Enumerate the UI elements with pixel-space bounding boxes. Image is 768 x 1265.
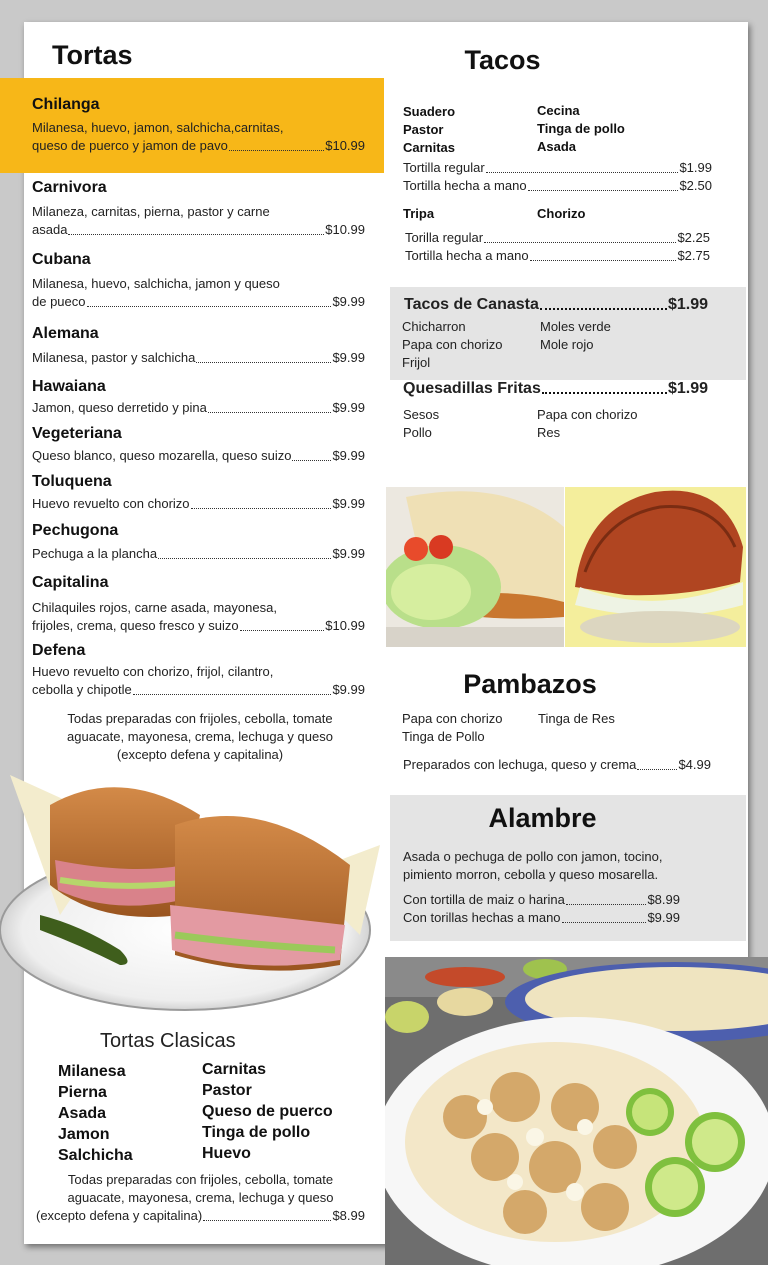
item-desc: Milanesa, huevo, salchicha, jamon y queso [32, 276, 280, 291]
clasica-item: Asada [58, 1105, 107, 1122]
menu-item-cubana [32, 251, 365, 311]
tacos-group1-col2: Cecina Tinga de pollo Asada [537, 103, 625, 154]
menu-item-toluquena [32, 473, 365, 513]
menu-item-pechugona [32, 522, 365, 563]
quesadillas-header: Quesadillas Fritas $1.99 [403, 380, 708, 397]
menu-item-carnivora [32, 179, 365, 239]
price-line: Con torillas hechas a mano $9.99 [403, 910, 680, 925]
clasica-item: Pierna [58, 1084, 107, 1101]
tortas-title: Tortas [52, 40, 133, 70]
clasicas-col2 [202, 1059, 333, 1164]
item-price-line: Queso blanco, queso mozarella, queso suizo $9.99 [32, 448, 365, 463]
menu-item-hawaiana [32, 378, 365, 417]
item-name: Chilanga [32, 96, 100, 113]
pambazos-title: Pambazos [463, 669, 597, 699]
price-line: Tortilla regular $1.99 [403, 160, 712, 175]
item-price-line: Pechuga a la plancha $9.99 [32, 546, 365, 561]
canasta-col2: Moles verde Mole rojo [540, 319, 611, 352]
pambazos-col2: Tinga de Res [538, 711, 615, 726]
item-name: Pechugona [32, 522, 119, 539]
item-price: $10.99 [325, 618, 365, 633]
tortas-note: Todas preparadas con frijoles, cebolla, tomate aguacate, mayonesa, crema, lechuga y queso (excepto defena y capitalina) [67, 711, 333, 762]
item-price-line: asada $10.99 [32, 222, 365, 237]
tacos-title: Tacos [464, 45, 541, 75]
pambazos-price-line: Preparados con lechuga, queso y crema $4.99 [403, 757, 711, 772]
menu-item-alemana [32, 325, 365, 367]
item-price: $9.99 [332, 448, 365, 463]
item-price: $9.99 [332, 350, 365, 365]
clasica-item: Milanesa [58, 1063, 126, 1080]
item-name: Toluquena [32, 473, 112, 490]
item-desc: Milaneza, carnitas, pierna, pastor y carne [32, 204, 270, 219]
alambre-title: Alambre [488, 803, 597, 833]
clasica-item: Tinga de pollo [202, 1124, 311, 1141]
canasta-col1: Chicharron Papa con chorizo Frijol [402, 319, 503, 370]
price-line: Torilla regular $2.25 [405, 230, 710, 245]
item-name: Defena [32, 642, 86, 659]
clasicas-title: Tortas Clasicas [100, 1030, 236, 1052]
item-desc: Chilaquiles rojos, carne asada, mayonesa, [32, 600, 277, 615]
alambre-prices [403, 891, 680, 927]
tacos-chorizo: Chorizo [537, 206, 586, 221]
menu-item-defena [32, 642, 365, 699]
item-name: Hawaiana [32, 378, 106, 395]
taco-photo [386, 487, 564, 647]
item-price-line: Huevo revuelto con chorizo $9.99 [32, 496, 365, 511]
item-name: Cubana [32, 251, 91, 268]
price-line: Con tortilla de maiz o harina $8.99 [403, 892, 680, 907]
item-name: Alemana [32, 325, 99, 342]
clasica-item: Salchicha [58, 1147, 133, 1164]
item-price-line: de pueco $9.99 [32, 294, 365, 309]
item-price: $10.99 [325, 138, 365, 153]
clasica-item: Huevo [202, 1145, 251, 1162]
alambre-desc: Asada o pechuga de pollo con jamon, tocino, pimiento morron, cebolla y queso mosarella. [403, 849, 663, 882]
menu-item-vegeteriana [32, 425, 365, 465]
quesadilla-photo [565, 487, 746, 647]
tacos-group2-prices [405, 229, 710, 265]
clasicas-price-line: (excepto defena y capitalina) $8.99 [36, 1208, 365, 1223]
clasica-item: Pastor [202, 1082, 252, 1099]
item-price: $9.99 [332, 294, 365, 309]
item-price: $9.99 [332, 496, 365, 511]
item-price-line: Jamon, queso derretido y pina $9.99 [32, 400, 365, 415]
clasica-item: Carnitas [202, 1061, 267, 1078]
torta-photo [0, 765, 384, 1015]
item-name: Carnivora [32, 179, 107, 196]
quesadillas-col1: Sesos Pollo [403, 407, 440, 440]
item-price-line: Milanesa, pastor y salchicha $9.99 [32, 350, 365, 365]
clasicas-price: $8.99 [332, 1208, 365, 1223]
tacos-tripa: Tripa [403, 206, 435, 221]
clasicas-col1 [58, 1061, 133, 1166]
clasica-item: Jamon [58, 1126, 110, 1143]
item-desc: Huevo revuelto con chorizo, frijol, cilantro, [32, 664, 274, 679]
menu-item-chilanga [32, 96, 365, 155]
item-price-line: queso de puerco y jamon de pavo $10.99 [32, 138, 365, 153]
item-price: $9.99 [332, 400, 365, 415]
price-line: Tortilla hecha a mano $2.75 [405, 248, 710, 263]
tacos-group1-prices [403, 159, 712, 195]
tacos-group1-col1: Suadero Pastor Carnitas [403, 104, 456, 155]
menu-item-capitalina [32, 574, 365, 635]
item-price: $10.99 [325, 222, 365, 237]
item-price-line: frijoles, crema, queso fresco y suizo $10.99 [32, 618, 365, 633]
item-price: $9.99 [332, 682, 365, 697]
item-name: Capitalina [32, 574, 109, 591]
canasta-header: Tacos de Canasta $1.99 [404, 296, 708, 313]
clasica-item: Queso de puerco [202, 1103, 333, 1120]
alambre-photo [385, 957, 768, 1265]
item-price-line: cebolla y chipotle $9.99 [32, 682, 365, 697]
clasicas-note: Todas preparadas con frijoles, cebolla, tomate aguacate, mayonesa, crema, lechuga y queso (excepto defena y capitalina) $8.99 [36, 1172, 365, 1223]
price-line: Tortilla hecha a mano $2.50 [403, 178, 712, 193]
pambazos-col1: Papa con chorizo Tinga de Pollo [402, 711, 503, 744]
item-price: $9.99 [332, 546, 365, 561]
quesadillas-col2: Papa con chorizo Res [537, 407, 638, 440]
item-desc: Milanesa, huevo, jamon, salchicha,carnitas, [32, 120, 284, 135]
item-name: Vegeteriana [32, 425, 122, 442]
